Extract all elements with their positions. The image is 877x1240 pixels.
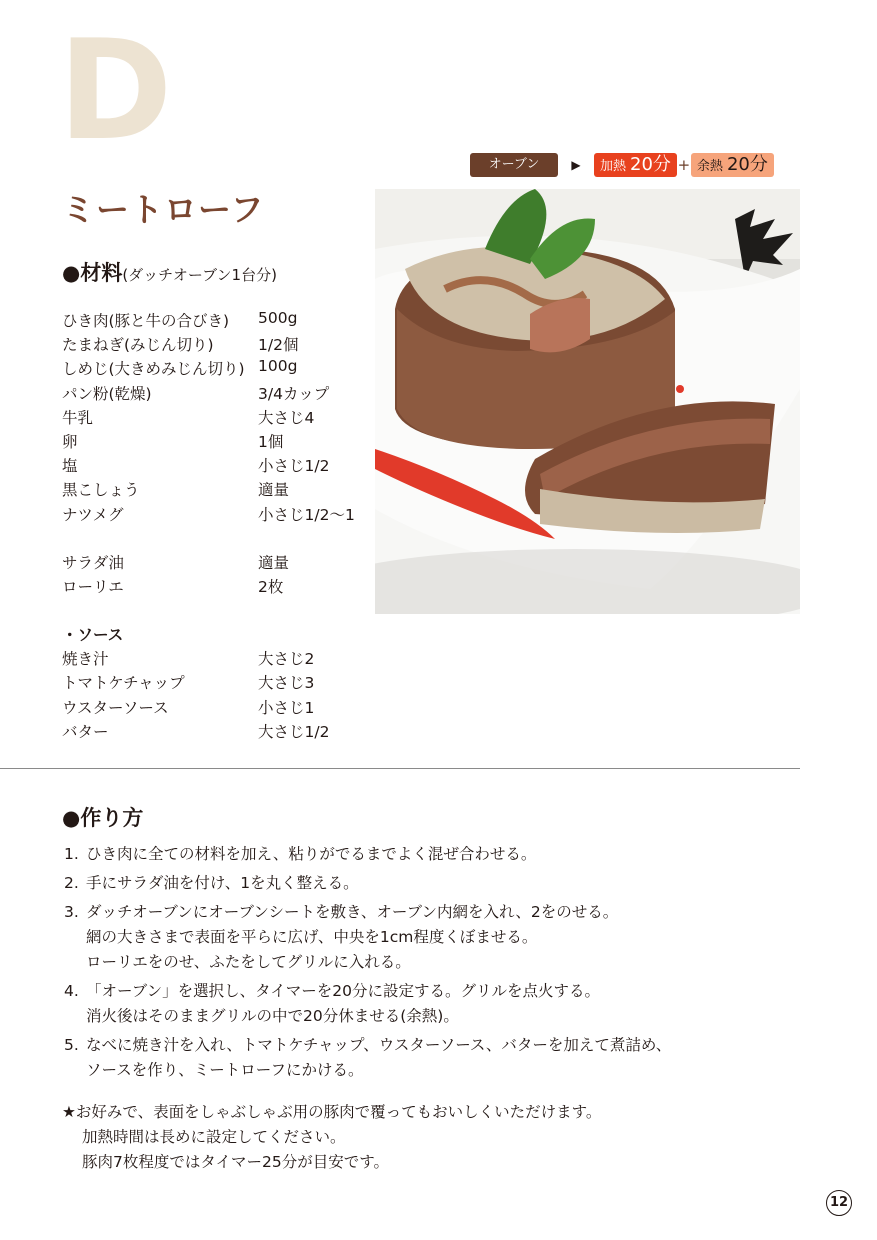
step-text: ローリエをのせ、ふたをしてグリルに入れる。 — [86, 953, 411, 971]
oven-mode-badge: オーブン — [470, 153, 558, 177]
ingredient-amount: 500g — [258, 309, 298, 327]
sauce-heading: ・ソース — [62, 626, 124, 645]
step-item — [64, 979, 671, 1029]
ingredient-row — [62, 406, 355, 430]
ingredient-row — [62, 454, 355, 478]
ingredient-name: 黒こしょう — [62, 481, 140, 500]
ingredient-name: ひき肉(豚と牛の合びき) — [62, 312, 230, 330]
step-text: 消火後はそのままグリルの中で20分休ませる(余熱)。 — [86, 1007, 459, 1025]
step-item — [64, 1033, 671, 1083]
ingredients-note: (ダッチオーブン1台分) — [122, 266, 277, 284]
ingredient-name: たまねぎ(みじん切り) — [62, 336, 214, 355]
ingredient-amount: 大さじ1/2 — [258, 722, 330, 741]
tip-line: 豚肉7枚程度ではタイマー25分が目安です。 — [82, 1153, 390, 1171]
ingredient-amount: 2枚 — [258, 577, 284, 596]
meatloaf-photo — [375, 189, 800, 614]
ingredient-amount: 適量 — [258, 481, 290, 500]
step-text: 「オーブン」を選択し、タイマーを20分に設定する。グリルを点火する。 — [86, 982, 601, 1000]
ingredients-heading — [62, 257, 277, 287]
ingredient-name: サラダ油 — [62, 553, 124, 572]
tip-note — [62, 1100, 601, 1175]
rest-time: 20分 — [726, 154, 768, 175]
rest-time-badge — [691, 153, 774, 177]
heat-time-badge — [594, 153, 677, 177]
ingredient-name: バター — [62, 722, 109, 741]
step-item — [64, 871, 671, 896]
ingredient-row — [62, 696, 355, 720]
step-text: なべに焼き汁を入れ、トマトケチャップ、ウスターソース、バターを加えて煮詰め、 — [86, 1036, 672, 1054]
ingredient-name: トマトケチャップ — [62, 674, 185, 693]
step-number: 4. — [64, 982, 79, 1000]
tip-line: 加熱時間は長めに設定してください。 — [82, 1128, 346, 1146]
step-number: 5. — [64, 1036, 79, 1054]
tip-line: ★お好みで、表面をしゃぶしゃぶ用の豚肉で覆ってもおいしくいただけます。 — [62, 1103, 602, 1121]
ingredient-row — [62, 647, 355, 671]
rest-label: 余熱 — [696, 159, 723, 174]
ingredient-name: ナツメグ — [62, 505, 124, 524]
heat-label: 加熱 — [600, 159, 627, 174]
meatloaf-illustration — [375, 189, 800, 614]
steps-list — [64, 842, 671, 1087]
ingredient-amount: 適量 — [258, 553, 290, 572]
ingredient-name: 焼き汁 — [62, 650, 109, 669]
ingredient-name: しめじ(大きめみじん切り) — [62, 360, 245, 379]
cooking-mode-badges — [470, 152, 774, 178]
ingredient-amount: 100g — [258, 357, 298, 376]
step-text: 手にサラダ油を付け、1を丸く整える。 — [86, 874, 359, 892]
step-number: 1. — [64, 845, 79, 863]
ingredient-name: 卵 — [62, 432, 78, 451]
step-text: 網の大きさまで表面を平らに広げ、中央を1cm程度くぼませる。 — [86, 928, 538, 946]
step-number: 3. — [64, 903, 79, 921]
ingredient-amount: 小さじ1/2 — [258, 457, 330, 476]
steps-heading: ●作り方 — [62, 806, 144, 830]
section-divider — [0, 768, 800, 769]
ingredient-row — [62, 309, 355, 333]
ingredient-amount: 大さじ4 — [258, 408, 315, 427]
step-number: 2. — [64, 874, 79, 892]
plus-icon: + — [677, 156, 691, 174]
ingredient-row — [62, 551, 355, 575]
ingredient-row — [62, 478, 355, 502]
ingredient-name: パン粉(乾燥) — [62, 384, 152, 403]
ingredient-row — [62, 382, 355, 406]
ingredient-name: 牛乳 — [62, 408, 94, 427]
ingredient-row — [62, 503, 355, 527]
ingredient-row — [62, 720, 355, 744]
ingredient-amount: 小さじ1/2〜1 — [258, 505, 355, 524]
ingredient-amount: 大さじ2 — [258, 650, 315, 669]
ingredient-row — [62, 671, 355, 695]
ingredient-amount: 小さじ1 — [258, 698, 315, 717]
step-item — [64, 900, 671, 975]
ingredient-amount: 1個 — [258, 432, 284, 451]
step-item — [64, 842, 671, 867]
ingredient-row — [62, 430, 355, 454]
ingredient-amount: 1/2個 — [258, 336, 299, 355]
step-text: ダッチオーブンにオーブンシートを敷き、オーブン内網を入れ、2をのせる。 — [86, 903, 619, 921]
ingredient-name: ウスターソース — [62, 698, 169, 717]
spacer — [62, 599, 355, 623]
section-letter: D — [58, 10, 169, 171]
ingredient-row — [62, 333, 355, 357]
recipe-title: ミートローフ — [62, 190, 265, 229]
ingredient-amount: 大さじ3 — [258, 674, 315, 693]
page-number: 12 — [826, 1190, 852, 1216]
arrow-right-icon: ▶ — [571, 158, 581, 172]
step-text: ひき肉に全ての材料を加え、粘りがでるまでよく混ぜ合わせる。 — [86, 845, 537, 863]
spacer — [62, 527, 355, 551]
ingredient-row — [62, 575, 355, 599]
ingredient-amount: 3/4カップ — [258, 384, 330, 403]
ingredients-heading-label: ●材料 — [62, 261, 123, 285]
ingredient-name: 塩 — [62, 457, 78, 476]
ingredient-name: ローリエ — [62, 577, 124, 596]
heat-time: 20分 — [630, 154, 671, 175]
ingredients-list — [62, 309, 355, 744]
step-text: ソースを作り、ミートローフにかける。 — [86, 1061, 364, 1079]
ingredient-row — [62, 357, 355, 381]
